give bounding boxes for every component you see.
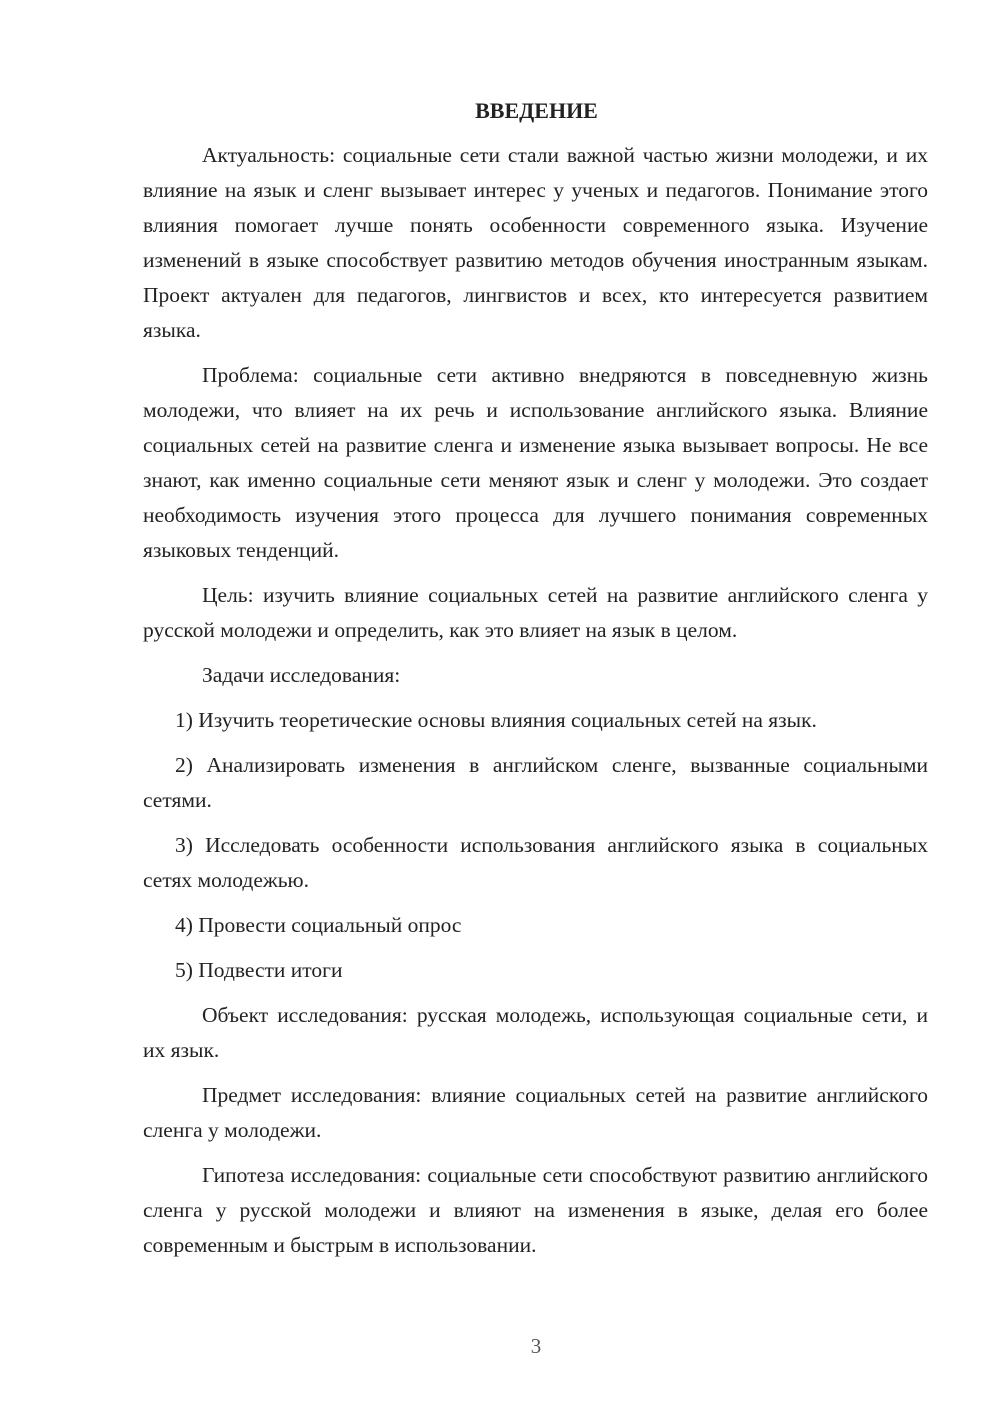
relevance-paragraph: Актуальность: социальные сети стали важной частью жизни молодежи, и их влияние на язык и сленг вызывает интерес у ученых и педагогов. Понимание этого влияния помогает лучше понять особенности современного языка. Изучение изменений в языке способствует развитию методов обучения иностранным языкам. Проект актуален для педагогов, лингвистов и всех, кто интересуется развитием языка. <box>143 143 928 342</box>
section-title: ВВЕДЕНИЕ <box>475 98 598 123</box>
tasks-heading: Задачи исследования: <box>202 663 401 687</box>
task-item: 2) Анализировать изменения в английском сленге, вызванные социальными сетями. <box>143 753 928 812</box>
task-item: 5) Подвести итоги <box>175 958 343 982</box>
task-item: 1) Изучить теоретические основы влияния социальных сетей на язык. <box>175 708 817 732</box>
hypothesis-paragraph: Гипотеза исследования: социальные сети способствуют развитию английского сленга у русской молодежи и влияют на изменения в языке, делая его более современным и быстрым в использовании. <box>143 1163 928 1257</box>
document-page <box>143 96 928 1273</box>
object-paragraph: Объект исследования: русская молодежь, использующая социальные сети, и их язык. <box>143 1003 928 1062</box>
page-number: 3 <box>530 1334 542 1358</box>
tasks-list <box>143 703 928 988</box>
goal-paragraph: Цель: изучить влияние социальных сетей на развитие английского сленга у русской молодежи и определить, как это влияет на язык в целом. <box>143 583 928 642</box>
subject-paragraph: Предмет исследования: влияние социальных сетей на развитие английского сленга у молодежи. <box>143 1083 928 1142</box>
task-item: 3) Исследовать особенности использования английского языка в социальных сетях молодежью. <box>143 833 928 892</box>
problem-paragraph: Проблема: социальные сети активно внедряются в повседневную жизнь молодежи, что влияет на их речь и использование английского языка. Влияние социальных сетей на развитие сленга и изменение языка вызывает вопросы. Не все знают, как именно социальные сети меняют язык и сленг у молодежи. Это создает необходимость изучения этого процесса для лучшего понимания современных языковых тенденций. <box>143 363 928 562</box>
task-item: 4) Провести социальный опрос <box>175 913 462 937</box>
